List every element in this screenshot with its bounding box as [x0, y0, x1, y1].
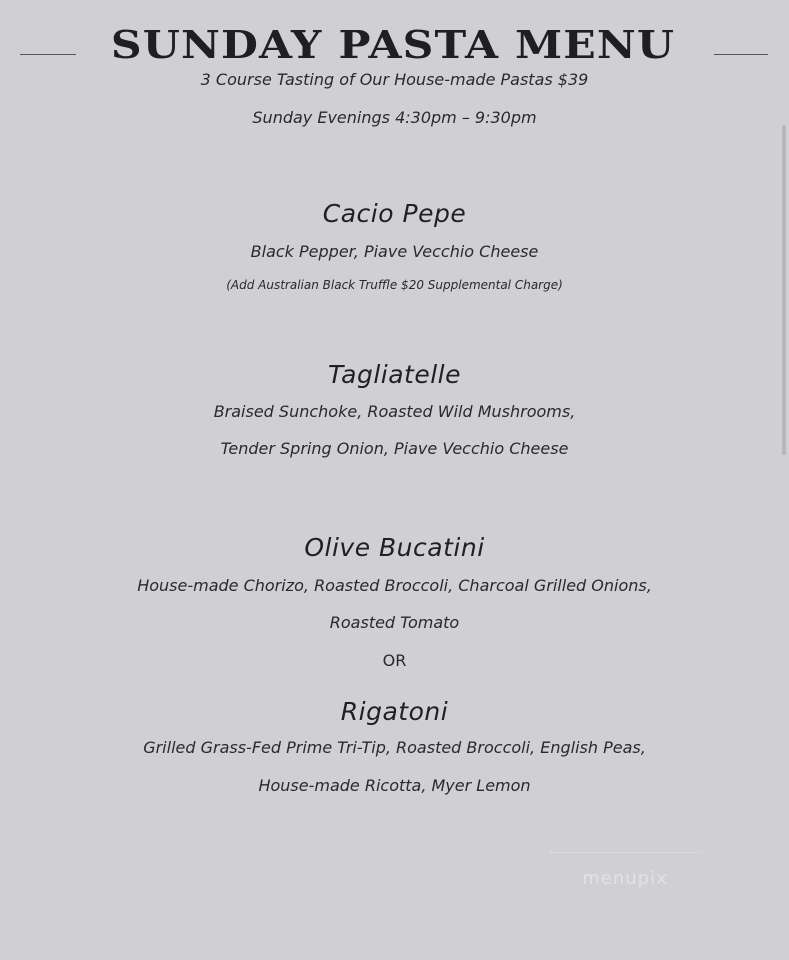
dish-name-olive-bucatini: Olive Bucatini — [304, 533, 485, 562]
watermark: menupix — [550, 852, 700, 893]
menu-hours: Sunday Evenings 4:30pm – 9:30pm — [252, 108, 537, 127]
dish-description: Roasted Tomato — [329, 613, 460, 632]
or-separator: OR — [382, 651, 407, 670]
dish-description: House-made Ricotta, Myer Lemon — [258, 776, 531, 795]
dish-note: (Add Australian Black Truffle $20 Supplemental Charge) — [226, 278, 563, 292]
dish-name-tagliatelle: Tagliatelle — [327, 360, 461, 389]
dish-description: House-made Chorizo, Roasted Broccoli, Charcoal Grilled Onions, — [137, 576, 652, 595]
title-rule-right — [714, 54, 768, 55]
dish-description: Tender Spring Onion, Piave Vecchio Cheese — [220, 439, 569, 458]
menu-subtitle: 3 Course Tasting of Our House-made Pastas $39 — [200, 70, 589, 89]
title-row — [0, 22, 789, 70]
dish-description: Black Pepper, Piave Vecchio Cheese — [250, 242, 539, 261]
dish-name-rigatoni: Rigatoni — [340, 697, 449, 726]
scrollbar[interactable] — [782, 125, 786, 455]
dish-description: Braised Sunchoke, Roasted Wild Mushrooms, — [213, 402, 576, 421]
dish-name-cacio-pepe: Cacio Pepe — [322, 199, 467, 228]
menu-title: SUNDAY PASTA MENU — [110, 22, 676, 67]
dish-description: Grilled Grass-Fed Prime Tri-Tip, Roasted Broccoli, English Peas, — [143, 738, 646, 757]
